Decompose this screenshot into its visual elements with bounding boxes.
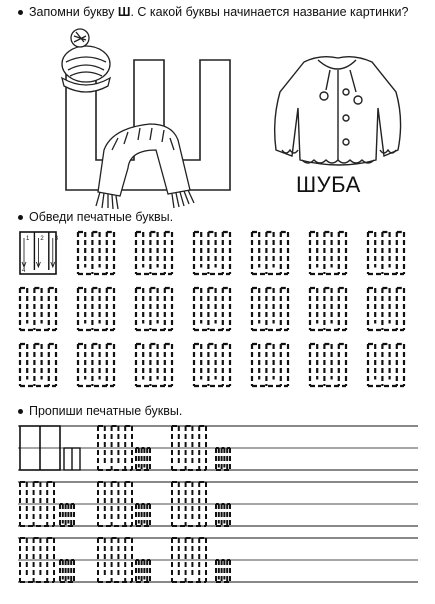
trace-letter-stroke [368,344,404,386]
practice-letter-stroke [136,504,150,526]
stroke-order-number: 1 [26,236,30,242]
trace-letter [136,344,172,386]
trace-letter-stroke [310,344,346,386]
practice-letter [136,504,150,526]
trace-letter [252,344,288,386]
trace-letter-stroke [252,232,288,274]
practice-letter [216,504,230,526]
practice-letter [60,504,74,526]
trace-letter [194,232,230,274]
trace-letter [20,288,56,330]
trace-letter-stroke [136,288,172,330]
trace-letter [368,344,404,386]
trace-letter [368,288,404,330]
stroke-order-number: 3 [54,236,59,242]
trace-letter [310,288,346,330]
trace-letter-stroke [310,288,346,330]
trace-letter [252,288,288,330]
stroke-order-number: 2 [40,236,44,242]
trace-letter-stroke [194,344,230,386]
stroke-order-number: 4 [22,268,26,274]
trace-letter [136,232,172,274]
trace-letter-stroke [368,232,404,274]
highlighted-letter: Ш [117,5,131,19]
trace-letter-stroke [194,288,230,330]
trace-letter-stroke [20,288,56,330]
practice-letter-stroke [60,560,74,582]
practice-letter [60,560,74,582]
trace-letter [194,288,230,330]
trace-letter [310,232,346,274]
practice-letter [136,448,150,470]
trace-letter-stroke [368,288,404,330]
task-3-instruction: Пропиши печатные буквы. [18,404,182,419]
trace-letter [78,232,114,274]
trace-letter-stroke [78,232,114,274]
task-2-instruction: Обведи печатные буквы. [18,210,173,225]
practice-letter-stroke [60,504,74,526]
practice-letter-stroke [216,504,230,526]
practice-letter-stroke [136,560,150,582]
trace-letter [368,232,404,274]
trace-letter-stroke [78,344,114,386]
trace-letter [20,344,56,386]
trace-letter-stroke [310,232,346,274]
trace-letter-stroke [252,344,288,386]
practice-letter [216,560,230,582]
trace-letter-stroke [136,344,172,386]
trace-letter [252,232,288,274]
trace-letter-stroke [194,232,230,274]
trace-letter [78,344,114,386]
practice-letter [136,560,150,582]
trace-letter [136,288,172,330]
practice-letter-stroke [216,560,230,582]
task-1-instruction: Запомни букву Ш. С какой буквы начинается название картинки? [18,5,408,20]
trace-letter-stroke [136,232,172,274]
picture-word: ШУБА [296,172,361,197]
practice-letter-stroke [136,448,150,470]
trace-letter-stroke [252,288,288,330]
trace-letter [78,288,114,330]
practice-letter-stroke [216,448,230,470]
trace-letter [310,344,346,386]
trace-letter [194,344,230,386]
trace-letter-stroke [78,288,114,330]
practice-letter [216,448,230,470]
trace-letter-stroke [20,344,56,386]
